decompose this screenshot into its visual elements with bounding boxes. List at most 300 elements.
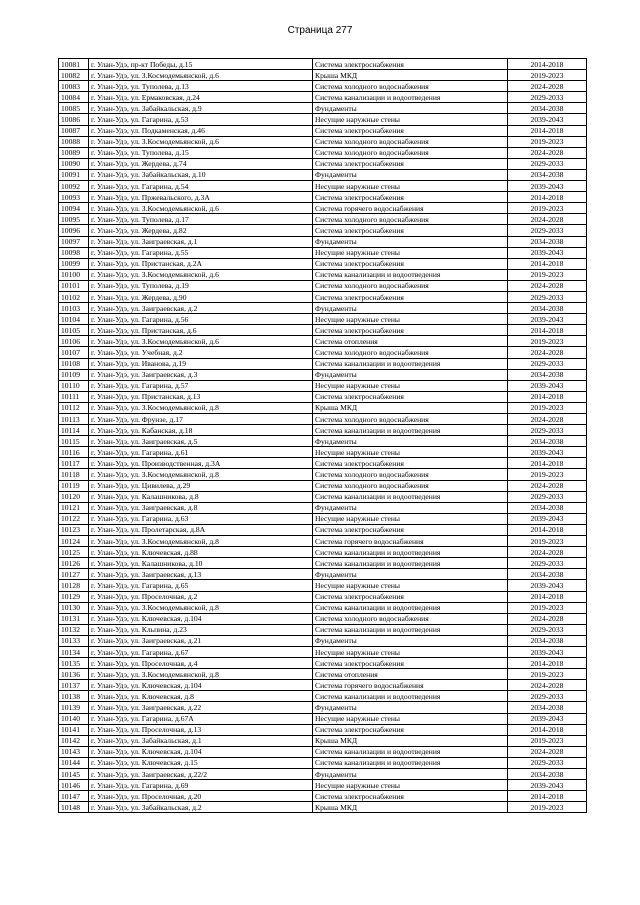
table-row [59,746,587,757]
table-row [59,391,587,402]
table-row [59,680,587,691]
record-id-cell: 10087 [59,125,89,136]
record-id-cell: 10111 [59,391,89,402]
registry-table-body [59,59,587,813]
work-type-cell: Фундаменты [313,169,508,180]
address-cell: г. Улан-Удэ, ул. Заиграевская, д.8 [89,502,313,513]
address-cell: г. Улан-Удэ, ул. З.Космодемьянской, д.8 [89,536,313,547]
table-row [59,436,587,447]
work-type-cell: Система электроснабжения [313,524,508,535]
period-cell: 2024-2028 [508,547,587,558]
address-cell: г. Улан-Удэ, ул. Кльпина, д.23 [89,624,313,635]
table-row [59,59,587,70]
address-cell: г. Улан-Удэ, ул. Забайкальская, д.1 [89,735,313,746]
period-cell: 2014-2018 [508,791,587,802]
record-id-cell: 10095 [59,214,89,225]
period-cell: 2014-2018 [508,192,587,203]
record-id-cell: 10110 [59,380,89,391]
period-cell: 2024-2028 [508,746,587,757]
record-id-cell: 10114 [59,425,89,436]
work-type-cell: Система канализации и водоотведения [313,691,508,702]
record-id-cell: 10135 [59,658,89,669]
period-cell: 2029-2033 [508,92,587,103]
address-cell: г. Улан-Удэ, ул. З.Космодемьянской, д.8 [89,669,313,680]
table-row [59,303,587,314]
address-cell: г. Улан-Удэ, ул. Ключевская, д.104 [89,746,313,757]
table-row [59,314,587,325]
record-id-cell: 10103 [59,303,89,314]
record-id-cell: 10139 [59,702,89,713]
record-id-cell: 10129 [59,591,89,602]
record-id-cell: 10136 [59,669,89,680]
record-id-cell: 10147 [59,791,89,802]
address-cell: г. Улан-Удэ, ул. Фрунзе, д.17 [89,414,313,425]
address-cell: г. Улан-Удэ, ул. Заиграевская, д.22/2 [89,769,313,780]
table-row [59,203,587,214]
record-id-cell: 10088 [59,136,89,147]
table-row [59,802,587,813]
address-cell: г. Улан-Удэ, ул. Заиграевская, д.1 [89,236,313,247]
record-id-cell: 10148 [59,802,89,813]
period-cell: 2024-2028 [508,147,587,158]
table-row [59,325,587,336]
period-cell: 2019-2023 [508,336,587,347]
table-row [59,536,587,547]
table-row [59,147,587,158]
work-type-cell: Система электроснабжения [313,325,508,336]
record-id-cell: 10081 [59,59,89,70]
work-type-cell: Система электроснабжения [313,658,508,669]
work-type-cell: Система горячего водоснабжения [313,536,508,547]
table-row [59,336,587,347]
record-id-cell: 10083 [59,81,89,92]
period-cell: 2024-2028 [508,480,587,491]
work-type-cell: Система холодного водоснабжения [313,469,508,480]
period-cell: 2014-2018 [508,524,587,535]
work-type-cell: Система канализации и водоотведения [313,602,508,613]
address-cell: г. Улан-Удэ, ул. Гагарина, д.69 [89,780,313,791]
table-row [59,81,587,92]
address-cell: г. Улан-Удэ, ул. Ключевская, д.8 [89,691,313,702]
address-cell: г. Улан-Удэ, ул. Заиграевская, д.13 [89,569,313,580]
table-row [59,635,587,646]
table-row [59,92,587,103]
table-row [59,169,587,180]
work-type-cell: Фундаменты [313,769,508,780]
record-id-cell: 10084 [59,92,89,103]
address-cell: г. Улан-Удэ, ул. Пристанская, д.2А [89,258,313,269]
table-row [59,469,587,480]
record-id-cell: 10102 [59,291,89,302]
address-cell: г. Улан-Удэ, ул. Забайкальская, д.9 [89,103,313,114]
table-row [59,114,587,125]
table-row [59,225,587,236]
work-type-cell: Несущие наружные стены [313,247,508,258]
address-cell: г. Улан-Удэ, ул. Заиграевская, д.21 [89,635,313,646]
record-id-cell: 10133 [59,635,89,646]
period-cell: 2034-2038 [508,569,587,580]
table-row [59,425,587,436]
record-id-cell: 10134 [59,646,89,657]
table-row [59,181,587,192]
address-cell: г. Улан-Удэ, ул. З.Космодемьянской, д.8 [89,402,313,413]
record-id-cell: 10101 [59,280,89,291]
period-cell: 2034-2038 [508,236,587,247]
record-id-cell: 10107 [59,347,89,358]
period-cell: 2014-2018 [508,258,587,269]
table-row [59,602,587,613]
period-cell: 2034-2038 [508,769,587,780]
address-cell: г. Улан-Удэ, ул. Гагарина, д.54 [89,181,313,192]
address-cell: г. Улан-Удэ, ул. Туполева, д.15 [89,147,313,158]
work-type-cell: Система горячего водоснабжения [313,203,508,214]
work-type-cell: Фундаменты [313,369,508,380]
address-cell: г. Улан-Удэ, ул. Гагарина, д.65 [89,580,313,591]
period-cell: 2039-2043 [508,114,587,125]
period-cell: 2039-2043 [508,447,587,458]
work-type-cell: Фундаменты [313,702,508,713]
work-type-cell: Несущие наружные стены [313,513,508,524]
work-type-cell: Система электроснабжения [313,192,508,203]
work-type-cell: Система электроснабжения [313,158,508,169]
table-row [59,414,587,425]
period-cell: 2029-2033 [508,491,587,502]
table-row [59,280,587,291]
address-cell: г. Улан-Удэ, ул. Ключевская, д.104 [89,680,313,691]
work-type-cell: Фундаменты [313,635,508,646]
table-row [59,158,587,169]
work-type-cell: Система холодного водоснабжения [313,414,508,425]
address-cell: г. Улан-Удэ, ул. Заиграевская, д.22 [89,702,313,713]
period-cell: 2019-2023 [508,269,587,280]
table-row [59,358,587,369]
period-cell: 2019-2023 [508,469,587,480]
period-cell: 2024-2028 [508,414,587,425]
period-cell: 2029-2033 [508,358,587,369]
registry-table [58,58,587,813]
table-row [59,214,587,225]
work-type-cell: Система электроснабжения [313,59,508,70]
period-cell: 2039-2043 [508,780,587,791]
record-id-cell: 10146 [59,780,89,791]
address-cell: г. Улан-Удэ, ул. Пристанская, д.6 [89,325,313,336]
table-row [59,658,587,669]
period-cell: 2029-2033 [508,691,587,702]
table-row [59,380,587,391]
work-type-cell: Система холодного водоснабжения [313,280,508,291]
table-row [59,624,587,635]
record-id-cell: 10118 [59,469,89,480]
address-cell: г. Улан-Удэ, ул. З.Космодемьянской, д.6 [89,70,313,81]
work-type-cell: Несущие наружные стены [313,646,508,657]
address-cell: г. Улан-Удэ, ул. Производственная, д.3А [89,458,313,469]
table-row [59,103,587,114]
period-cell: 2019-2023 [508,402,587,413]
record-id-cell: 10094 [59,203,89,214]
address-cell: г. Улан-Удэ, ул. Гагарина, д.57 [89,380,313,391]
work-type-cell: Крыша МКД [313,402,508,413]
address-cell: г. Улан-Удэ, ул. З.Космодемьянской, д.6 [89,269,313,280]
record-id-cell: 10091 [59,169,89,180]
record-id-cell: 10100 [59,269,89,280]
work-type-cell: Система холодного водоснабжения [313,81,508,92]
table-row [59,547,587,558]
record-id-cell: 10132 [59,624,89,635]
address-cell: г. Улан-Удэ, ул. Кабанская, д.18 [89,425,313,436]
period-cell: 2029-2033 [508,558,587,569]
work-type-cell: Система электроснабжения [313,225,508,236]
address-cell: г. Улан-Удэ, ул. Калашникова, д.8 [89,491,313,502]
address-cell: г. Улан-Удэ, ул. Пржевальского, д.3А [89,192,313,203]
table-row [59,502,587,513]
work-type-cell: Фундаменты [313,103,508,114]
address-cell: г. Улан-Удэ, ул. Заиграевская, д.5 [89,436,313,447]
address-cell: г. Улан-Удэ, ул. Подкаменская, д.46 [89,125,313,136]
table-row [59,258,587,269]
table-row [59,269,587,280]
work-type-cell: Система электроснабжения [313,125,508,136]
table-row [59,192,587,203]
record-id-cell: 10137 [59,680,89,691]
period-cell: 2014-2018 [508,325,587,336]
period-cell: 2039-2043 [508,513,587,524]
period-cell: 2019-2023 [508,136,587,147]
address-cell: г. Улан-Удэ, ул. Ключевская, д.88 [89,547,313,558]
address-cell: г. Улан-Удэ, ул. Ермаковская, д.24 [89,92,313,103]
record-id-cell: 10121 [59,502,89,513]
work-type-cell: Несущие наружные стены [313,380,508,391]
work-type-cell: Крыша МКД [313,735,508,746]
address-cell: г. Улан-Удэ, ул. З.Космодемьянской, д.6 [89,136,313,147]
table-row [59,458,587,469]
work-type-cell: Фундаменты [313,236,508,247]
address-cell: г. Улан-Удэ, ул. Цивилева, д.29 [89,480,313,491]
table-row [59,702,587,713]
period-cell: 2024-2028 [508,81,587,92]
period-cell: 2034-2038 [508,436,587,447]
table-row [59,513,587,524]
address-cell: г. Улан-Удэ, ул. Пролетарская, д.8А [89,524,313,535]
record-id-cell: 10116 [59,447,89,458]
record-id-cell: 10122 [59,513,89,524]
work-type-cell: Система электроснабжения [313,391,508,402]
record-id-cell: 10086 [59,114,89,125]
address-cell: г. Улан-Удэ, ул. Калашникова, д.10 [89,558,313,569]
period-cell: 2039-2043 [508,380,587,391]
table-row [59,70,587,81]
table-row [59,713,587,724]
address-cell: г. Улан-Удэ, ул. Гагарина, д.67А [89,713,313,724]
period-cell: 2014-2018 [508,724,587,735]
work-type-cell: Система холодного водоснабжения [313,347,508,358]
work-type-cell: Система канализации и водоотведения [313,491,508,502]
record-id-cell: 10092 [59,181,89,192]
period-cell: 2019-2023 [508,802,587,813]
period-cell: 2024-2028 [508,613,587,624]
record-id-cell: 10144 [59,757,89,768]
period-cell: 2039-2043 [508,713,587,724]
record-id-cell: 10097 [59,236,89,247]
period-cell: 2029-2033 [508,425,587,436]
work-type-cell: Несущие наружные стены [313,713,508,724]
period-cell: 2024-2028 [508,280,587,291]
period-cell: 2024-2028 [508,680,587,691]
work-type-cell: Система отопления [313,669,508,680]
record-id-cell: 10126 [59,558,89,569]
period-cell: 2034-2038 [508,103,587,114]
address-cell: г. Улан-Удэ, ул. Туполева, д.19 [89,280,313,291]
table-row [59,669,587,680]
work-type-cell: Система канализации и водоотведения [313,425,508,436]
record-id-cell: 10093 [59,192,89,203]
period-cell: 2039-2043 [508,580,587,591]
work-type-cell: Система канализации и водоотведения [313,92,508,103]
address-cell: г. Улан-Удэ, ул. Проселочная, д.2 [89,591,313,602]
period-cell: 2034-2038 [508,169,587,180]
record-id-cell: 10115 [59,436,89,447]
period-cell: 2039-2043 [508,247,587,258]
record-id-cell: 10120 [59,491,89,502]
table-row [59,646,587,657]
work-type-cell: Система электроснабжения [313,458,508,469]
record-id-cell: 10096 [59,225,89,236]
period-cell: 2039-2043 [508,181,587,192]
work-type-cell: Система горячего водоснабжения [313,680,508,691]
record-id-cell: 10090 [59,158,89,169]
period-cell: 2029-2033 [508,225,587,236]
work-type-cell: Фундаменты [313,303,508,314]
table-row [59,780,587,791]
work-type-cell: Несущие наружные стены [313,580,508,591]
period-cell: 2014-2018 [508,59,587,70]
address-cell: г. Улан-Удэ, ул. Туполева, д.17 [89,214,313,225]
period-cell: 2014-2018 [508,591,587,602]
table-row [59,236,587,247]
table-row [59,136,587,147]
record-id-cell: 10143 [59,746,89,757]
table-row [59,125,587,136]
period-cell: 2014-2018 [508,658,587,669]
work-type-cell: Система электроснабжения [313,791,508,802]
record-id-cell: 10085 [59,103,89,114]
table-row [59,591,587,602]
address-cell: г. Улан-Удэ, ул. Учебная, д.2 [89,347,313,358]
period-cell: 2019-2023 [508,70,587,81]
record-id-cell: 10127 [59,569,89,580]
period-cell: 2014-2018 [508,391,587,402]
period-cell: 2019-2023 [508,735,587,746]
address-cell: г. Улан-Удэ, ул. Гагарина, д.61 [89,447,313,458]
record-id-cell: 10119 [59,480,89,491]
period-cell: 2034-2038 [508,502,587,513]
work-type-cell: Крыша МКД [313,802,508,813]
period-cell: 2019-2023 [508,602,587,613]
period-cell: 2029-2033 [508,757,587,768]
period-cell: 2024-2028 [508,347,587,358]
record-id-cell: 10108 [59,358,89,369]
work-type-cell: Несущие наружные стены [313,314,508,325]
address-cell: г. Улан-Удэ, ул. Заиграевская, д.3 [89,369,313,380]
address-cell: г. Улан-Удэ, ул. Жердева, д.74 [89,158,313,169]
record-id-cell: 10106 [59,336,89,347]
record-id-cell: 10089 [59,147,89,158]
address-cell: г. Улан-Удэ, ул. Проселочная, д.4 [89,658,313,669]
work-type-cell: Система канализации и водоотведения [313,558,508,569]
period-cell: 2039-2043 [508,646,587,657]
address-cell: г. Улан-Удэ, ул. Проселочная, д.13 [89,724,313,735]
record-id-cell: 10128 [59,580,89,591]
period-cell: 2019-2023 [508,536,587,547]
work-type-cell: Система электроснабжения [313,291,508,302]
record-id-cell: 10123 [59,524,89,535]
address-cell: г. Улан-Удэ, ул. З.Космодемьянской, д.6 [89,336,313,347]
table-row [59,480,587,491]
table-row [59,524,587,535]
address-cell: г. Улан-Удэ, ул. Забайкальская, д.2 [89,802,313,813]
period-cell: 2014-2018 [508,125,587,136]
table-row [59,757,587,768]
period-cell: 2024-2028 [508,214,587,225]
work-type-cell: Система канализации и водоотведения [313,746,508,757]
table-row [59,724,587,735]
address-cell: г. Улан-Удэ, ул. Гагарина, д.63 [89,513,313,524]
table-row [59,402,587,413]
period-cell: 2039-2043 [508,314,587,325]
period-cell: 2019-2023 [508,203,587,214]
period-cell: 2029-2033 [508,624,587,635]
table-row [59,791,587,802]
address-cell: г. Улан-Удэ, ул. Заиграевская, д.2 [89,303,313,314]
period-cell: 2034-2038 [508,369,587,380]
work-type-cell: Система электроснабжения [313,724,508,735]
address-cell: г. Улан-Удэ, ул. Гагарина, д.53 [89,114,313,125]
work-type-cell: Система холодного водоснабжения [313,480,508,491]
work-type-cell: Система канализации и водоотведения [313,269,508,280]
record-id-cell: 10105 [59,325,89,336]
work-type-cell: Несущие наружные стены [313,114,508,125]
record-id-cell: 10113 [59,414,89,425]
period-cell: 2034-2038 [508,635,587,646]
address-cell: г. Улан-Удэ, ул. Гагарина, д.55 [89,247,313,258]
work-type-cell: Несущие наружные стены [313,181,508,192]
work-type-cell: Фундаменты [313,502,508,513]
table-row [59,369,587,380]
address-cell: г. Улан-Удэ, ул. Жердева, д.90 [89,291,313,302]
table-row [59,569,587,580]
record-id-cell: 10125 [59,547,89,558]
address-cell: г. Улан-Удэ, ул. З.Космодемьянской, д.6 [89,203,313,214]
table-row [59,558,587,569]
work-type-cell: Система электроснабжения [313,258,508,269]
record-id-cell: 10104 [59,314,89,325]
record-id-cell: 10124 [59,536,89,547]
address-cell: г. Улан-Удэ, ул. Пристанская, д.13 [89,391,313,402]
record-id-cell: 10099 [59,258,89,269]
table-row [59,447,587,458]
address-cell: г. Улан-Удэ, ул. Туполева, д.13 [89,81,313,92]
table-row [59,580,587,591]
table-row [59,291,587,302]
address-cell: г. Улан-Удэ, ул. Забайкальская, д.10 [89,169,313,180]
record-id-cell: 10117 [59,458,89,469]
record-id-cell: 10142 [59,735,89,746]
record-id-cell: 10109 [59,369,89,380]
work-type-cell: Крыша МКД [313,70,508,81]
work-type-cell: Система канализации и водоотведения [313,757,508,768]
address-cell: г. Улан-Удэ, ул. З.Космодемьянской, д.8 [89,469,313,480]
address-cell: г. Улан-Удэ, пр-кт Победы, д.15 [89,59,313,70]
work-type-cell: Система холодного водоснабжения [313,136,508,147]
